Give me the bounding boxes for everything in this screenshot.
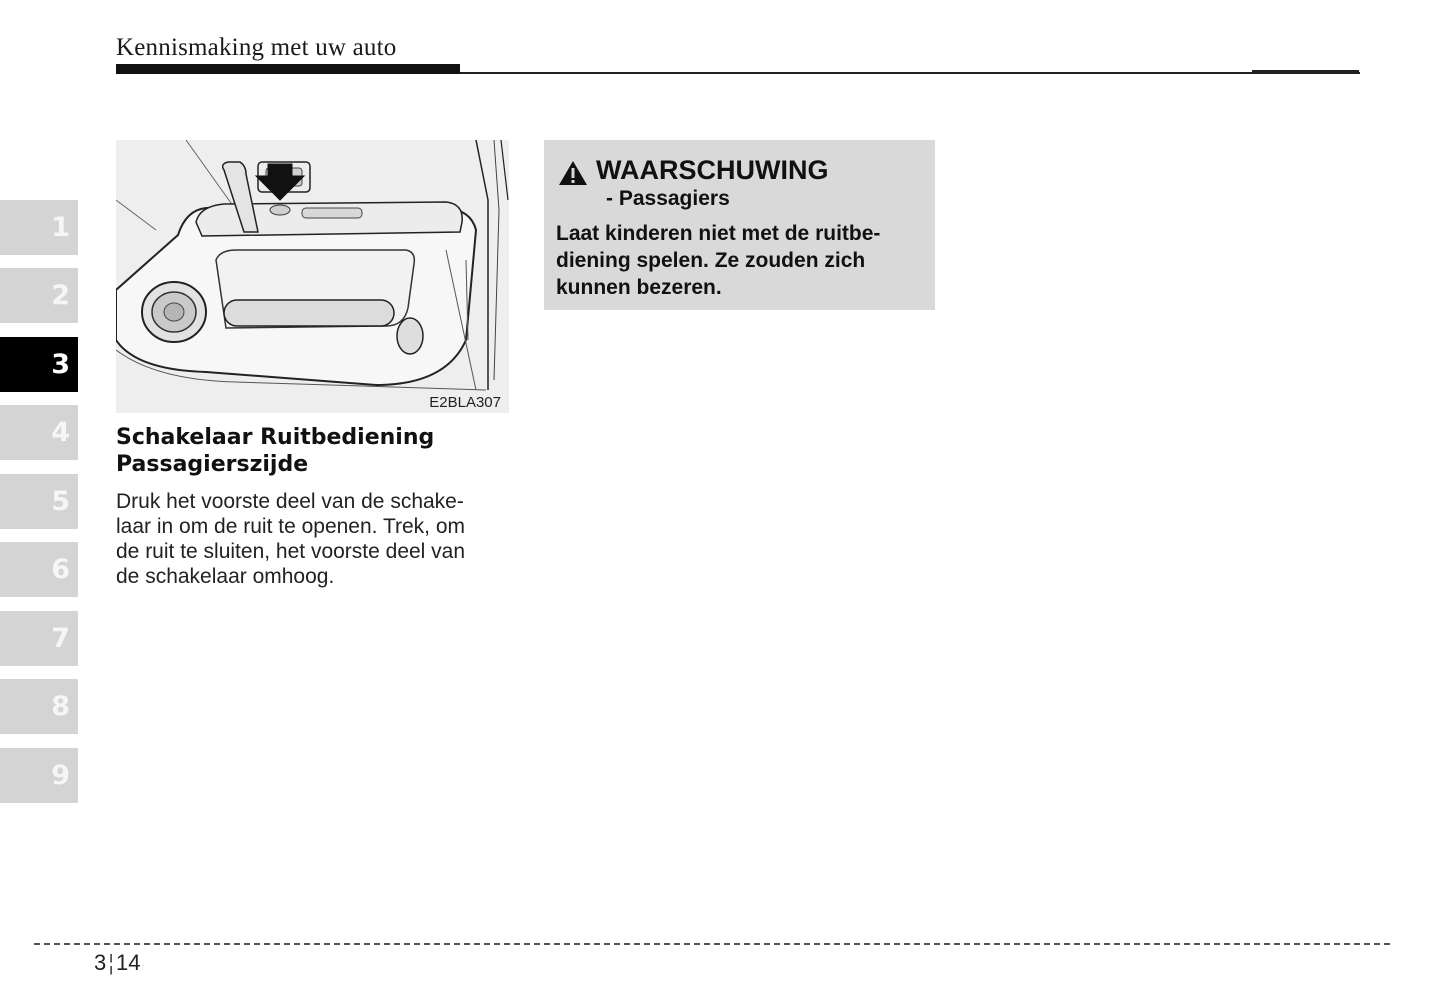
body-line: Druk het voorste deel van de schake- — [116, 490, 464, 513]
body-line: laar in om de ruit te openen. Trek, om — [116, 515, 466, 538]
chapter-tab-9[interactable]: 9 — [0, 748, 78, 803]
chapter-tab-7[interactable]: 7 — [0, 611, 78, 666]
body-line: de schakelaar omhoog. — [116, 565, 335, 588]
figure-code: E2BLA307 — [429, 394, 501, 411]
header-rule-right — [1252, 70, 1359, 73]
section-title — [116, 424, 516, 478]
warning-body — [556, 220, 931, 301]
warning-title: WAARSCHUWING — [596, 155, 829, 185]
warning-box — [544, 140, 935, 310]
footer-rule — [34, 943, 1390, 945]
chapter-tab-4[interactable]: 4 — [0, 405, 78, 460]
warning-line: Laat kinderen niet met de ruitbe- — [556, 222, 881, 245]
chapter-tab-1[interactable]: 1 — [0, 200, 78, 255]
warning-line: diening spelen. Ze zouden zich — [556, 249, 866, 272]
page-separator: ¦ — [108, 950, 114, 975]
chapter-tab-6[interactable]: 6 — [0, 542, 78, 597]
header-rule-thin — [460, 72, 1360, 74]
section-body — [116, 489, 516, 589]
warning-line: kunnen bezeren. — [556, 276, 722, 299]
page-num: 14 — [115, 950, 141, 975]
page-number — [94, 950, 140, 976]
header-rule-thick — [116, 64, 460, 74]
door-panel-drawing — [116, 140, 509, 413]
warning-subtitle: - Passagiers — [606, 187, 730, 210]
chapter-tab-2[interactable]: 2 — [0, 268, 78, 323]
warning-triangle-icon — [558, 160, 588, 186]
chapter-tab-5[interactable]: 5 — [0, 474, 78, 529]
running-header-title: Kennismaking met uw auto — [116, 34, 397, 61]
chapter-tab-8[interactable]: 8 — [0, 679, 78, 734]
section-title-line: Passagierszijde — [116, 452, 309, 477]
section-title-line: Schakelaar Ruitbediening — [116, 425, 435, 450]
chapter-tab-3[interactable]: 3 — [0, 337, 78, 392]
door-panel-illustration — [116, 140, 509, 413]
page-chapter: 3 — [94, 950, 107, 975]
body-line: de ruit te sluiten, het voorste deel van — [116, 540, 466, 563]
